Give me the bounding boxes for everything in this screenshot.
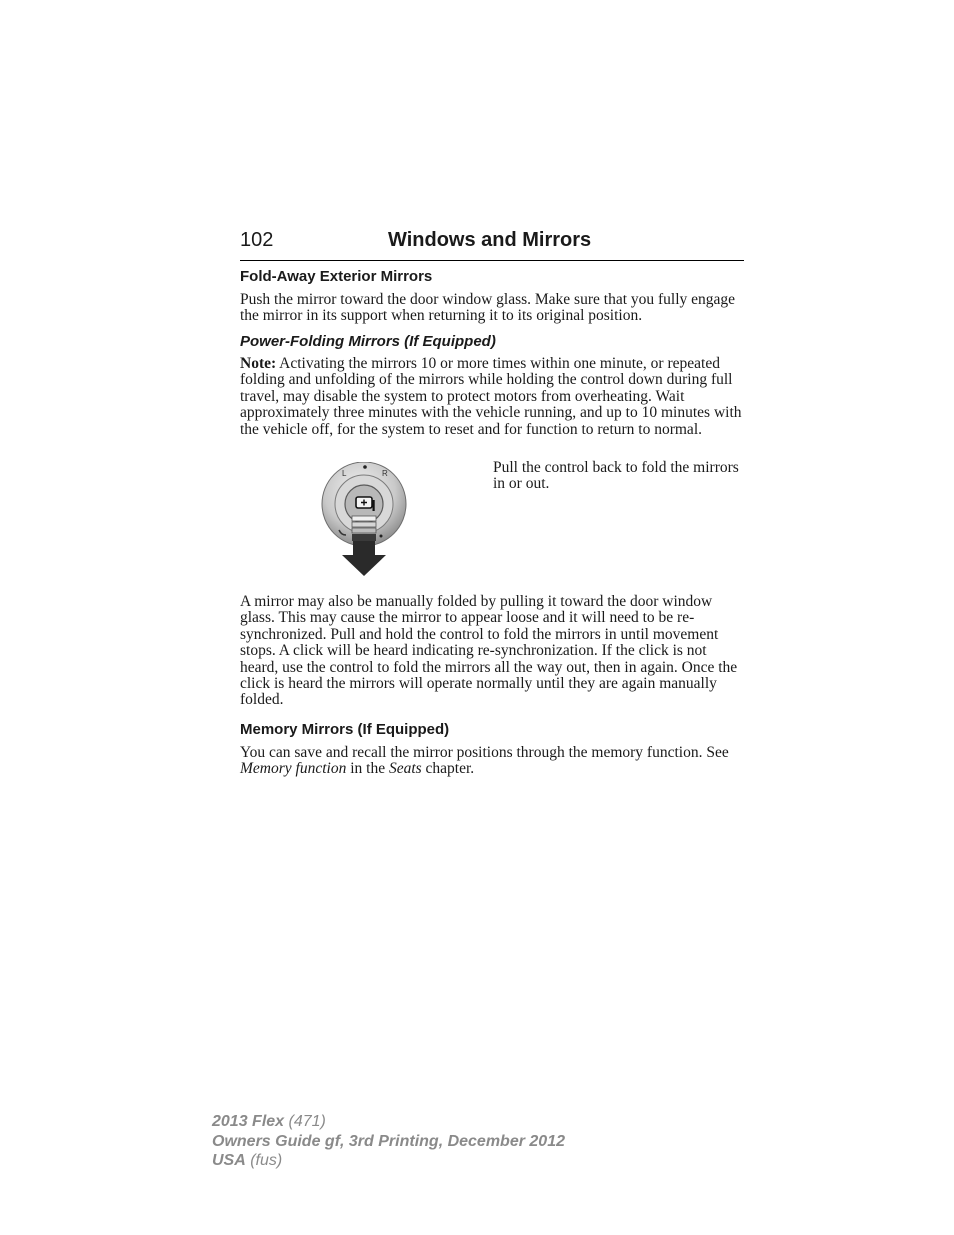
right-mirror-label: R xyxy=(382,469,388,478)
figure-caption: Pull the control back to fold the mirrors in or out. xyxy=(493,459,739,493)
footer-line-3 xyxy=(212,1151,565,1171)
fold-away-paragraph: Push the mirror toward the door window glass. Make sure that you fully engage the mirror in its support when returning it to its original position. xyxy=(240,291,736,325)
memory-text-1: You can save and recall the mirror positions through the memory function. See xyxy=(240,744,729,761)
memory-text-3: chapter. xyxy=(421,760,475,778)
seats-chapter-reference: Seats xyxy=(388,760,422,778)
footer-market: USA xyxy=(212,1152,246,1169)
note-paragraph xyxy=(240,356,746,438)
footer-model: 2013 Flex xyxy=(212,1113,285,1130)
footer-guide-info: Owners Guide gf, 3rd Printing, December 2012 xyxy=(212,1132,565,1150)
section-heading-memory-mirrors: Memory Mirrors (If Equipped) xyxy=(240,721,450,738)
manual-fold-paragraph: A mirror may also be manually folded by pulling it toward the door window glass. This may cause the mirror to appear loose and it will need to be re-synchronized. Pull and hold the control to fold the mirrors in until movement stops. A click will be heard indicating re-synchronization. If the click is not heard, use the control to fold the mirrors all the way out, then in again. Once the click is heard the mirrors will operate normally until they are again manually folded. xyxy=(240,593,738,709)
memory-text-2: in the xyxy=(346,760,389,778)
chapter-title: Windows and Mirrors xyxy=(388,229,592,251)
footer-model-code: (471) xyxy=(284,1113,326,1130)
footer-line-2 xyxy=(212,1132,565,1152)
note-label: Note: xyxy=(240,355,277,372)
page-number: 102 xyxy=(240,229,274,251)
section-heading-fold-away: Fold-Away Exterior Mirrors xyxy=(240,268,433,285)
mirror-control-illustration xyxy=(318,462,410,580)
memory-function-reference: Memory function xyxy=(240,760,347,778)
left-mirror-label: L xyxy=(342,469,347,478)
arrow-down-icon xyxy=(342,555,386,576)
note-text: Activating the mirrors 10 or more times within one minute, or repeated folding and unfolding of the mirrors while holding the control down during full travel, may disable the system to protect motors from overheating. Wait approximately three minutes with the vehicle running, and up to 10 minutes with the vehicle off, for the system to reset and for function to return to normal. xyxy=(240,355,742,438)
memory-mirrors-paragraph xyxy=(240,745,746,778)
footer-market-code: (fus) xyxy=(245,1152,283,1169)
page-footer xyxy=(212,1112,565,1171)
footer-line-1 xyxy=(212,1112,565,1132)
page-header xyxy=(240,229,744,261)
section-heading-power-folding: Power-Folding Mirrors (If Equipped) xyxy=(240,333,496,350)
